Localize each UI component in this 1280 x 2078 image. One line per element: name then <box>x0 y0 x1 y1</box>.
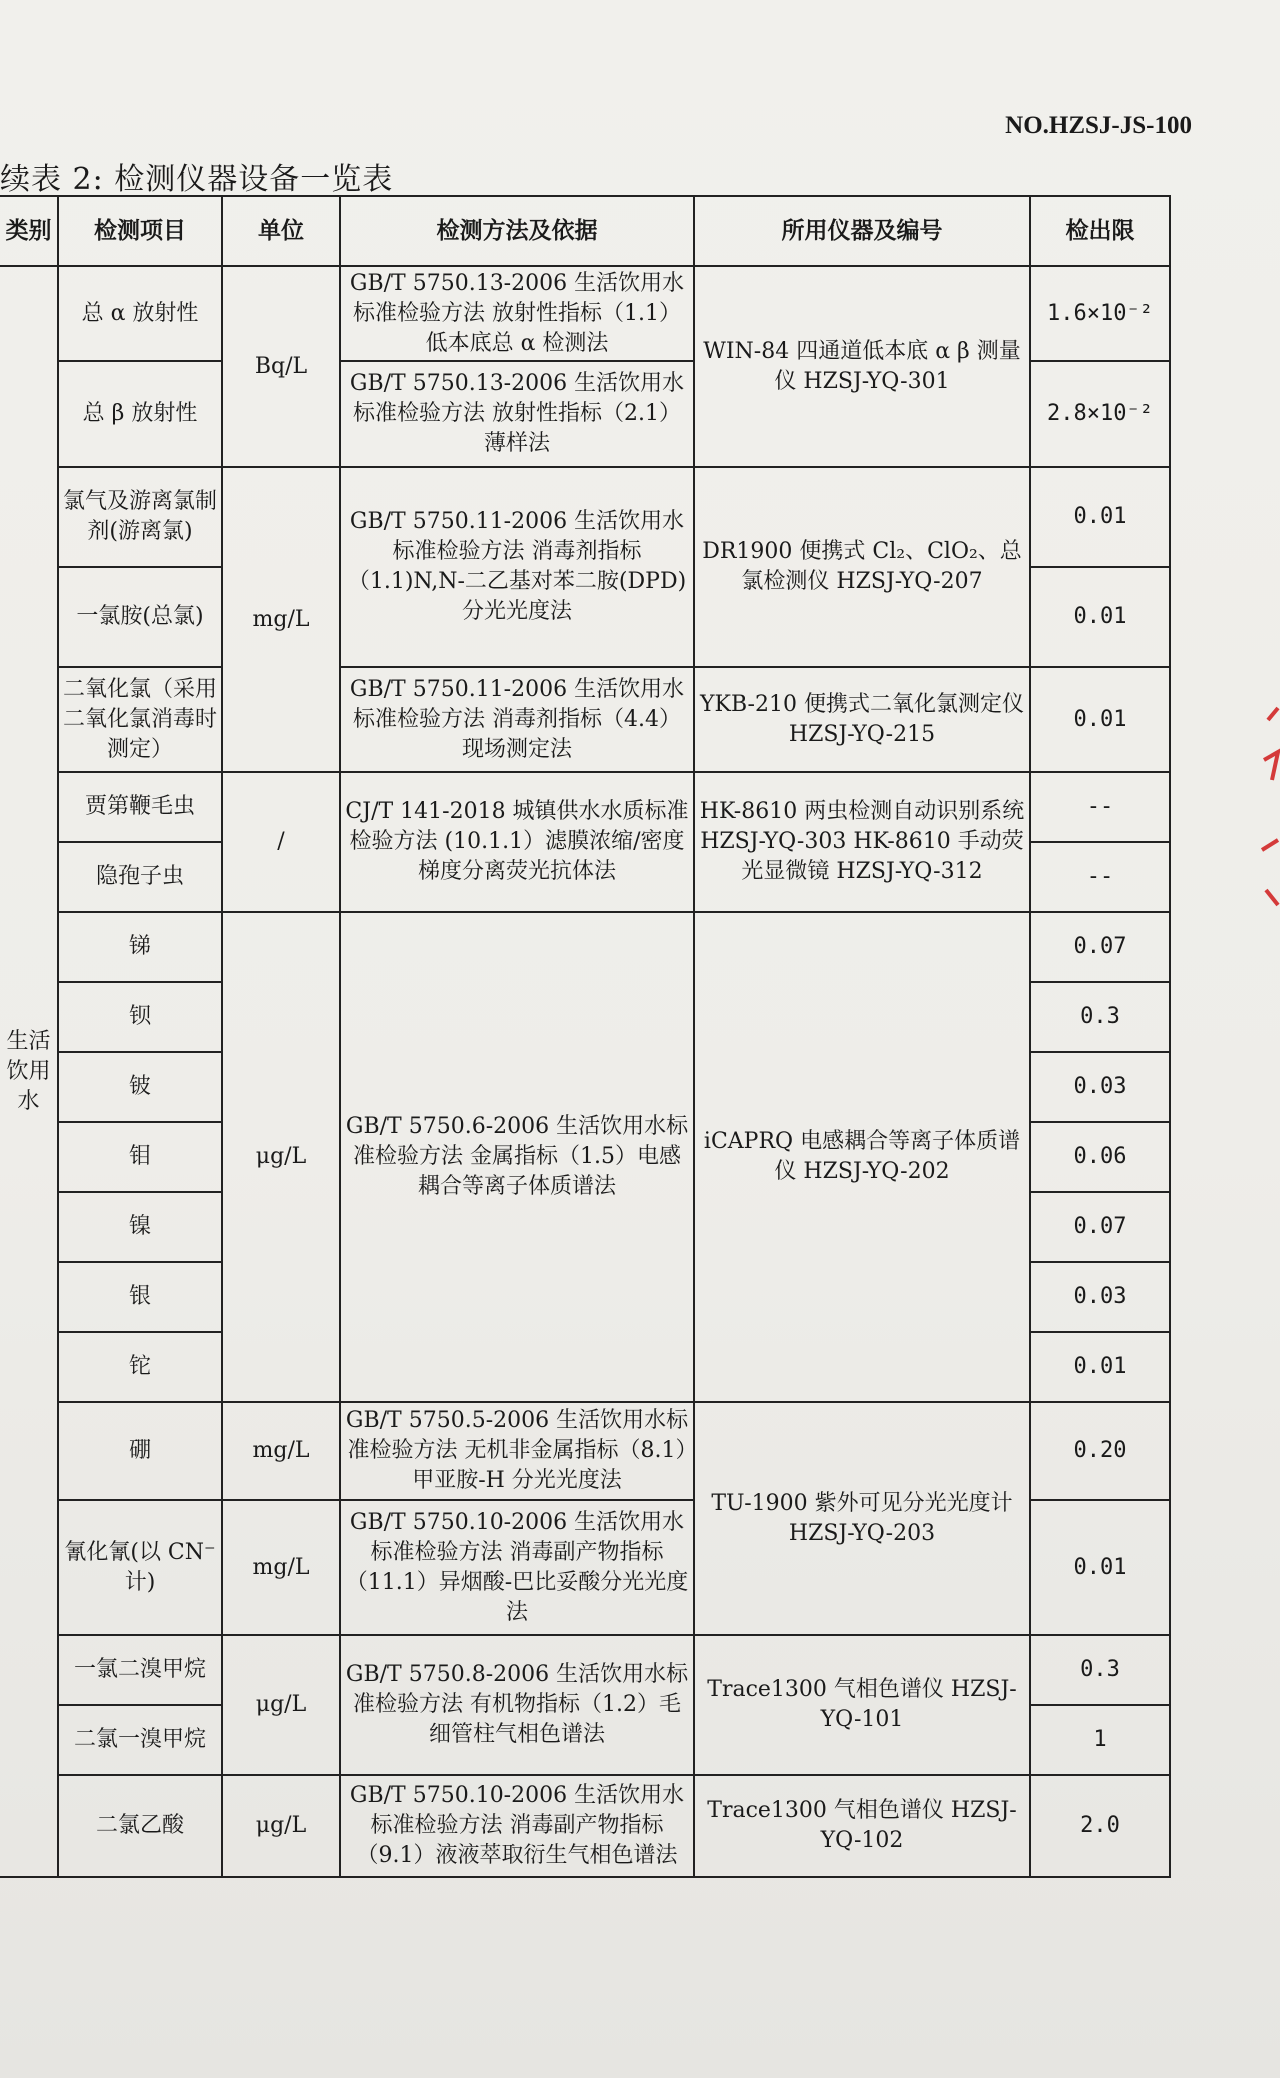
table-row <box>0 912 1170 982</box>
limit-cell: 0.01 <box>1030 467 1170 567</box>
item-cell: 硼 <box>58 1402 222 1500</box>
item-cell: 锑 <box>58 912 222 982</box>
item-cell: 钼 <box>58 1122 222 1192</box>
table-row <box>0 1402 1170 1500</box>
limit-cell: 2.0 <box>1030 1775 1170 1877</box>
instrument-cell: DR1900 便携式 Cl₂、ClO₂、总氯检测仪 HZSJ-YQ-207 <box>694 467 1030 667</box>
limit-cell: 0.07 <box>1030 912 1170 982</box>
item-cell: 钡 <box>58 982 222 1052</box>
limit-cell: 0.03 <box>1030 1262 1170 1332</box>
table-row <box>0 266 1170 361</box>
unit-cell: μg/L <box>222 912 340 1402</box>
limit-cell: 1.6×10⁻² <box>1030 266 1170 361</box>
item-cell: 总 β 放射性 <box>58 361 222 467</box>
item-cell: 氯气及游离氯制剂(游离氯) <box>58 467 222 567</box>
item-cell: 铍 <box>58 1052 222 1122</box>
table-row <box>0 1635 1170 1705</box>
instrument-cell: WIN-84 四通道低本底 α β 测量仪 HZSJ-YQ-301 <box>694 266 1030 467</box>
item-cell: 银 <box>58 1262 222 1332</box>
method-cell: GB/T 5750.13-2006 生活饮用水标准检验方法 放射性指标（2.1）薄样法 <box>340 361 694 467</box>
category-cell: 生活饮用水 <box>0 266 58 1877</box>
limit-cell: 1 <box>1030 1705 1170 1775</box>
limit-cell: 0.03 <box>1030 1052 1170 1122</box>
instrument-cell: Trace1300 气相色谱仪 HZSJ-YQ-101 <box>694 1635 1030 1775</box>
header-method: 检测方法及依据 <box>340 196 694 266</box>
table-row <box>0 1775 1170 1877</box>
item-cell: 隐孢子虫 <box>58 842 222 912</box>
limit-cell: -- <box>1030 772 1170 842</box>
method-cell: GB/T 5750.6-2006 生活饮用水标准检验方法 金属指标（1.5）电感耦合等离子体质谱法 <box>340 912 694 1402</box>
limit-cell: 0.3 <box>1030 1635 1170 1705</box>
limit-cell: 0.3 <box>1030 982 1170 1052</box>
unit-cell: mg/L <box>222 1402 340 1500</box>
method-cell: GB/T 5750.10-2006 生活饮用水标准检验方法 消毒副产物指标（11.1）异烟酸-巴比妥酸分光光度法 <box>340 1500 694 1635</box>
item-cell: 贾第鞭毛虫 <box>58 772 222 842</box>
red-stamp-edge <box>1258 700 1280 920</box>
method-cell: GB/T 5750.11-2006 生活饮用水标准检验方法 消毒剂指标（1.1)N,N-二乙基对苯二胺(DPD)分光光度法 <box>340 467 694 667</box>
method-cell: GB/T 5750.11-2006 生活饮用水标准检验方法 消毒剂指标（4.4）现场测定法 <box>340 667 694 772</box>
unit-cell: μg/L <box>222 1775 340 1877</box>
instrument-cell: Trace1300 气相色谱仪 HZSJ-YQ-102 <box>694 1775 1030 1877</box>
unit-cell: / <box>222 772 340 912</box>
item-cell: 一氯胺(总氯) <box>58 567 222 667</box>
table-caption: 续表 2: 检测仪器设备一览表 <box>0 162 394 197</box>
table-row <box>0 772 1170 842</box>
header-instrument: 所用仪器及编号 <box>694 196 1030 266</box>
item-cell: 铊 <box>58 1332 222 1402</box>
method-cell: GB/T 5750.13-2006 生活饮用水标准检验方法 放射性指标（1.1）低本底总 α 检测法 <box>340 266 694 361</box>
limit-cell: 0.01 <box>1030 667 1170 772</box>
instrument-cell: TU-1900 紫外可见分光光度计 HZSJ-YQ-203 <box>694 1402 1030 1635</box>
method-cell: CJ/T 141-2018 城镇供水水质标准检验方法 (10.1.1）滤膜浓缩/密度梯度分离荧光抗体法 <box>340 772 694 912</box>
instrument-cell: HK-8610 两虫检测自动识别系统 HZSJ-YQ-303 HK-8610 手动荧光显微镜 HZSJ-YQ-312 <box>694 772 1030 912</box>
table-row <box>0 467 1170 567</box>
method-cell: GB/T 5750.5-2006 生活饮用水标准检验方法 无机非金属指标（8.1）甲亚胺-H 分光光度法 <box>340 1402 694 1500</box>
stamp-fragment-icon <box>1258 700 1280 920</box>
item-cell: 二氯一溴甲烷 <box>58 1705 222 1775</box>
item-cell: 氰化氰(以 CN⁻计) <box>58 1500 222 1635</box>
limit-cell: 2.8×10⁻² <box>1030 361 1170 467</box>
item-cell: 二氧化氯（采用二氧化氯消毒时测定） <box>58 667 222 772</box>
unit-cell: Bq/L <box>222 266 340 467</box>
limit-cell: 0.01 <box>1030 567 1170 667</box>
limit-cell: 0.07 <box>1030 1192 1170 1262</box>
header-category: 类别 <box>0 196 58 266</box>
instrument-cell: YKB-210 便携式二氧化氯测定仪 HZSJ-YQ-215 <box>694 667 1030 772</box>
limit-cell: 0.01 <box>1030 1332 1170 1402</box>
item-cell: 一氯二溴甲烷 <box>58 1635 222 1705</box>
instrument-cell: iCAPRQ 电感耦合等离子体质谱仪 HZSJ-YQ-202 <box>694 912 1030 1402</box>
header-row <box>0 196 1170 266</box>
document-number: NO.HZSJ-JS-100 <box>1005 112 1192 139</box>
method-cell: GB/T 5750.10-2006 生活饮用水标准检验方法 消毒副产物指标（9.1）液液萃取衍生气相色谱法 <box>340 1775 694 1877</box>
header-limit: 检出限 <box>1030 196 1170 266</box>
item-cell: 二氯乙酸 <box>58 1775 222 1877</box>
unit-cell: mg/L <box>222 467 340 772</box>
unit-cell: mg/L <box>222 1500 340 1635</box>
unit-cell: μg/L <box>222 1635 340 1775</box>
limit-cell: 0.06 <box>1030 1122 1170 1192</box>
table-row <box>0 667 1170 772</box>
item-cell: 镍 <box>58 1192 222 1262</box>
method-cell: GB/T 5750.8-2006 生活饮用水标准检验方法 有机物指标（1.2）毛细管柱气相色谱法 <box>340 1635 694 1775</box>
item-cell: 总 α 放射性 <box>58 266 222 361</box>
instrument-table <box>0 195 1171 1878</box>
limit-cell: 0.01 <box>1030 1500 1170 1635</box>
limit-cell: -- <box>1030 842 1170 912</box>
limit-cell: 0.20 <box>1030 1402 1170 1500</box>
header-item: 检测项目 <box>58 196 222 266</box>
header-unit: 单位 <box>222 196 340 266</box>
